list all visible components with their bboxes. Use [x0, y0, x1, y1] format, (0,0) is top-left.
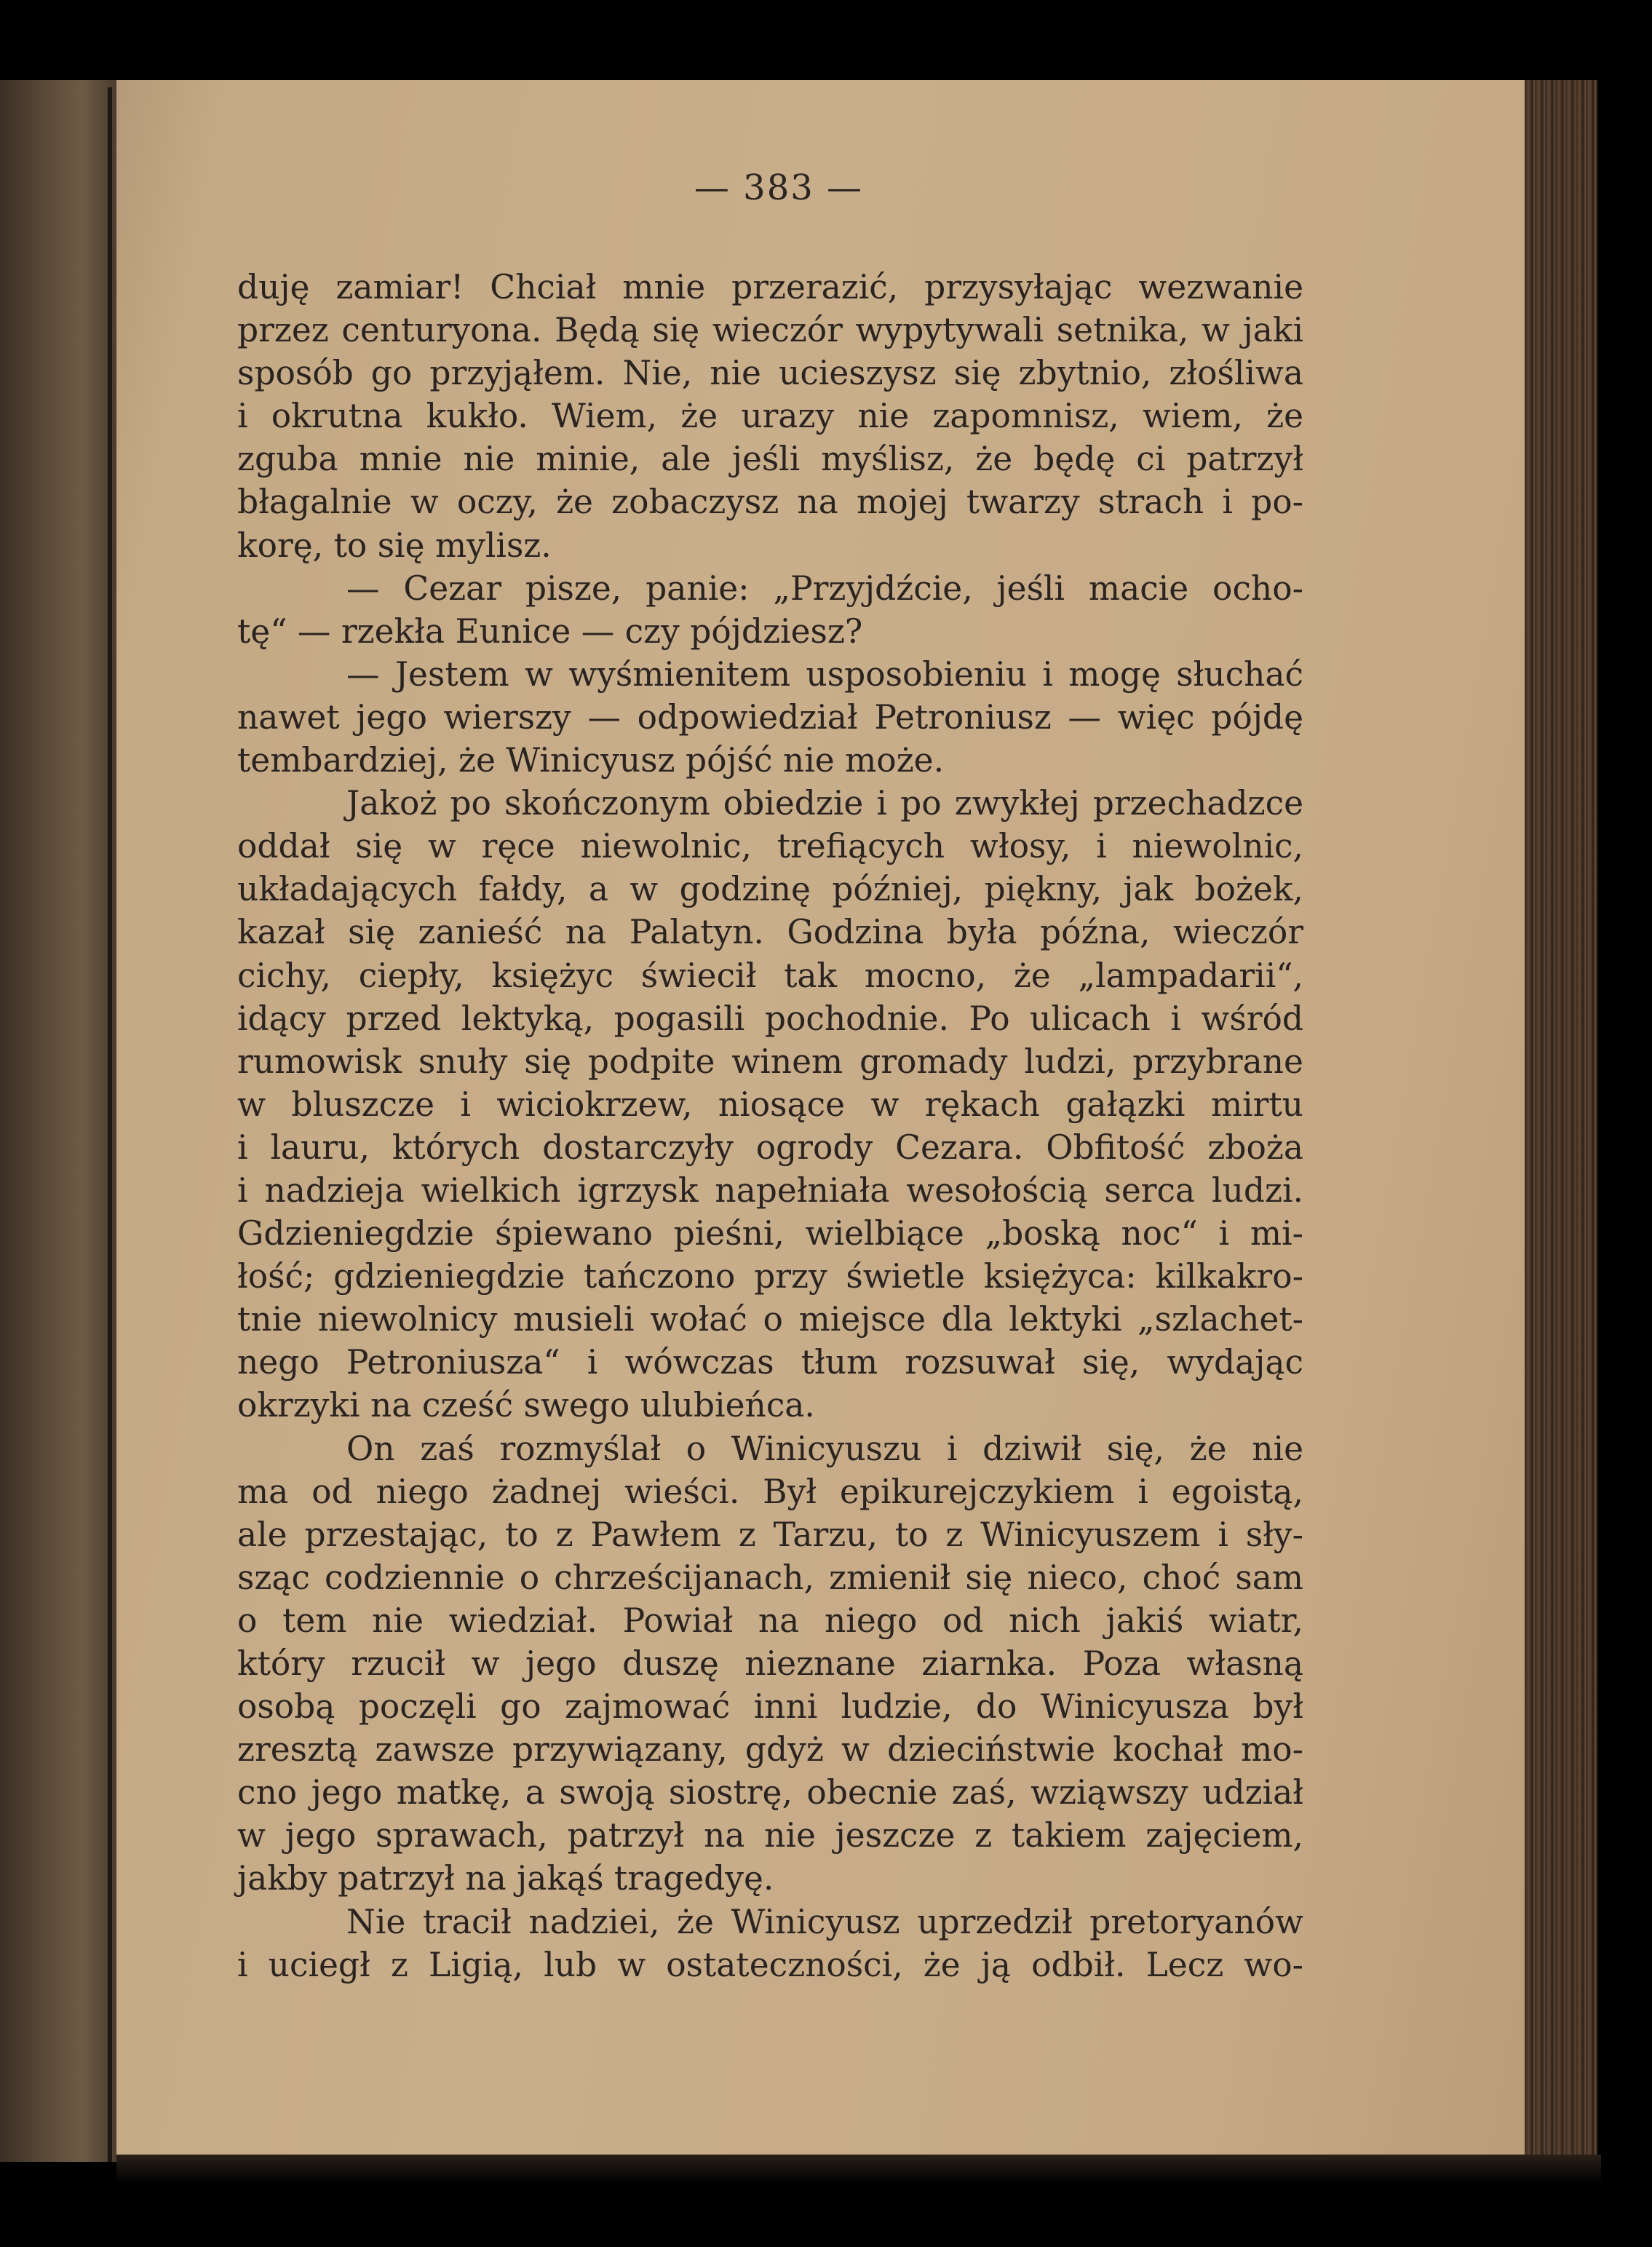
text-line: i nadzieja wielkich igrzysk napełniała wesołością serca ludzi. [237, 1170, 1303, 1210]
text-line: kazał się zanieść na Palatyn. Godzina była późna, wieczór [237, 913, 1303, 952]
text-line: tę“ — rzekła Eunice — czy pójdziesz? [237, 611, 863, 651]
text-line: — Jestem w wyśmienitem usposobieniu i mogę słuchać [346, 654, 1303, 694]
text-line: okrzyki na cześć swego ulubieńca. [237, 1386, 815, 1425]
body-text [237, 266, 1303, 1986]
text-line: sząc codziennie o chrześcijanach, zmienił się nieco, choć sam [237, 1558, 1303, 1597]
text-line: i lauru, których dostarczyły ogrody Cezara. Obfitość zboża [237, 1128, 1303, 1167]
text-line: osobą poczęli go zajmować inni ludzie, do Winicyusza był [237, 1687, 1303, 1727]
text-line: idący przed lektyką, pogasili pochodnie. Po ulicach i wśród [237, 999, 1303, 1038]
text-line: rumowisk snuły się podpite winem gromady ludzi, przybrane [237, 1042, 1303, 1081]
text-line: Jakoż po skończonym obiedzie i po zwykłej przechadzce [346, 784, 1303, 823]
text-line: ale przestając, to z Pawłem z Tarzu, to z Winicyuszem i sły- [237, 1515, 1303, 1554]
text-line: korę, to się mylisz. [237, 526, 552, 565]
text-line: nawet jego wierszy — odpowiedział Petroniusz — więc pójdę [237, 697, 1303, 737]
binding-gutter [108, 87, 112, 2162]
text-line: i okrutna kukło. Wiem, że urazy nie zapomnisz, wiem, że [237, 397, 1303, 436]
text-line: zresztą zawsze przywiązany, gdyż w dzieciństwie kochał mo- [237, 1730, 1303, 1770]
text-line: błagalnie w oczy, że zobaczysz na mojej twarzy strach i po- [237, 483, 1303, 522]
text-line: oddał się w ręce niewolnic, trefiących włosy, i niewolnic, [237, 827, 1303, 866]
text-line: jakby patrzył na jakąś tragedyę. [237, 1859, 774, 1898]
text-line: Nie tracił nadziei, że Winicyusz uprzedził pretoryanów [346, 1902, 1303, 1941]
text-line: i uciegł z Ligią, lub w ostateczności, że ją odbił. Lecz wo- [237, 1945, 1303, 1984]
text-line: w bluszcze i wiciokrzew, niosące w rękach gałązki mirtu [237, 1085, 1303, 1124]
page-number-header: — 383 — [694, 167, 864, 208]
text-line: Gdzieniegdzie śpiewano pieśni, wielbiące „boską noc“ i mi- [237, 1214, 1303, 1253]
text-line: tembardziej, że Winicyusz pójść nie może. [237, 741, 945, 780]
text-line: duję zamiar! Chciał mnie przerazić, przysyłając wezwanie [237, 268, 1303, 306]
text-line: o tem nie wiedział. Powiał na niego od nich jakiś wiatr, [237, 1601, 1303, 1640]
text-line: ma od niego żadnej wieści. Był epikurejczykiem i egoistą, [237, 1472, 1303, 1511]
text-line: tnie niewolnicy musieli wołać o miejsce dla lektyki „szlachet- [237, 1300, 1303, 1339]
text-line: — Cezar pisze, panie: „Przyjdźcie, jeśli macie ocho- [346, 568, 1303, 608]
text-line: łość; gdzieniegdzie tańczono przy świetle księżyca: kilkakro- [237, 1257, 1303, 1296]
text-line: nego Petroniusza“ i wówczas tłum rozsuwał się, wydając [237, 1343, 1303, 1382]
text-line: sposób go przyjąłem. Nie, nie ucieszysz się zbytnio, złośliwa [237, 354, 1303, 393]
text-line: układających fałdy, a w godzinę później, piękny, jak bożek, [237, 870, 1303, 909]
text-line: cno jego matkę, a swoją siostrę, obecnie zaś, wziąwszy udział [237, 1773, 1303, 1812]
text-line: cichy, ciepły, księżyc świecił tak mocno, że „lampadarii“, [237, 956, 1303, 995]
text-line: zguba mnie nie minie, ale jeśli myślisz, że będę ci patrzył [237, 440, 1303, 479]
bottom-shadow [116, 2155, 1601, 2184]
left-page-edge [0, 80, 116, 2162]
text-line: On zaś rozmyślał o Winicyuszu i dziwił się, że nie [346, 1429, 1303, 1468]
page-stack-edge [1525, 80, 1597, 2162]
text-line: przez centuryona. Będą się wieczór wypytywali setnika, w jaki [237, 311, 1303, 350]
text-line: który rzucił w jego duszę nieznane ziarnka. Poza własną [237, 1644, 1303, 1683]
text-line: w jego sprawach, patrzył na nie jeszcze z takiem zajęciem, [237, 1816, 1303, 1855]
